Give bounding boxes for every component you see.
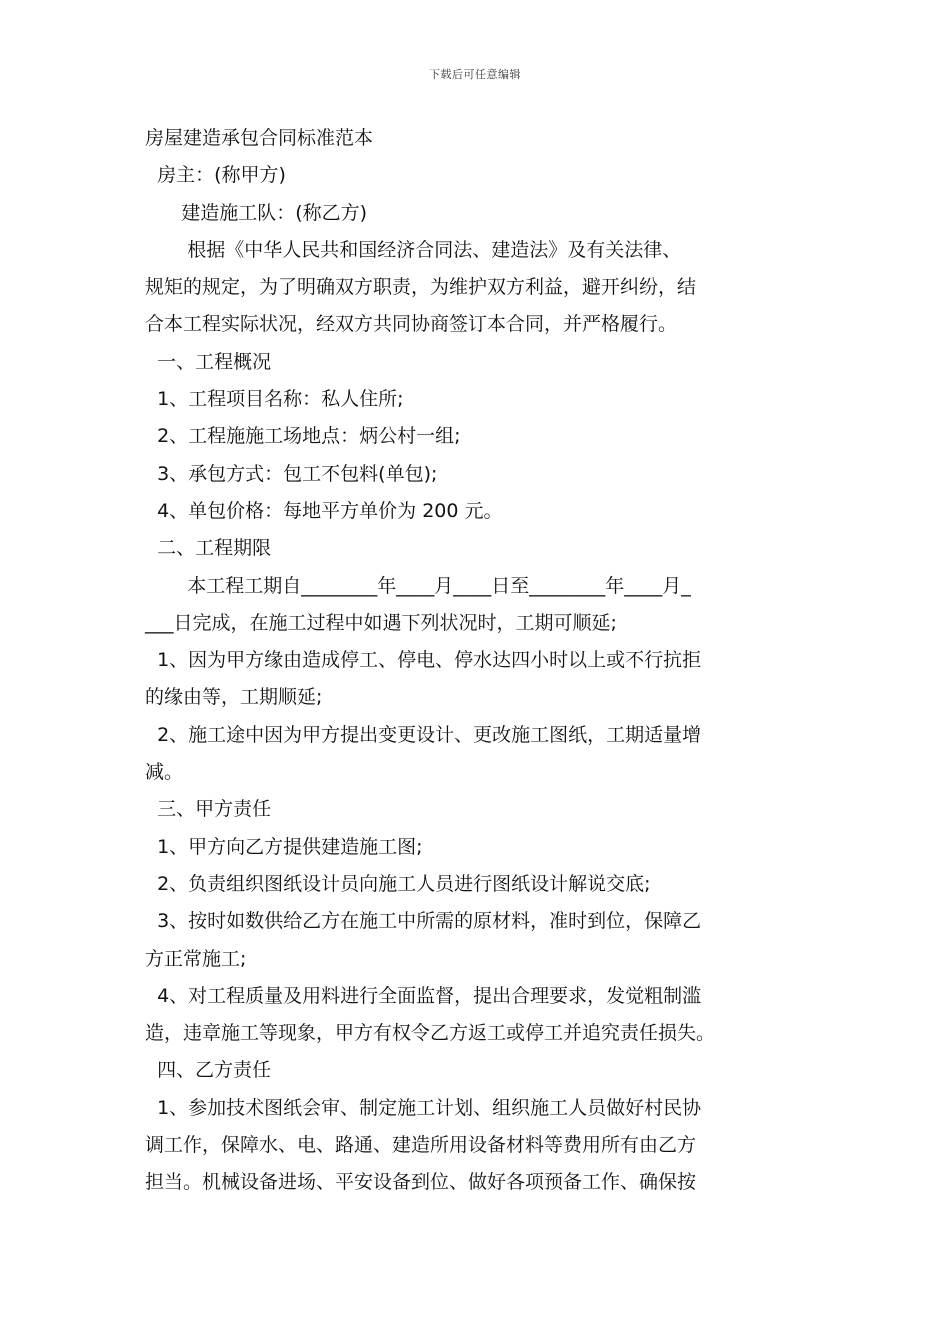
clause-line: 1、因为甲方缘由造成停工、停电、停水达四小时以上或不行抗拒 [145,649,702,672]
clause-line: 造，违章施工等现象，甲方有权令乙方返工或停工并追究责任损失。 [145,1022,716,1045]
clause-line: 2、工程施施工场地点：炳公村一组; [145,425,461,448]
clause-line: 方正常施工; [145,947,247,970]
document-body [145,120,815,1202]
preamble-line: 规矩的规定，为了明确双方职责，为维护双方利益，避开纠纷，结 [145,276,697,299]
clause-line: 2、负责组织图纸设计员向施工人员进行图纸设计解说交底; [145,872,651,895]
clause-line: 调工作，保障水、电、路通、建造所用设备材料等费用所有由乙方 [145,1134,697,1157]
clause-line: 减。 [145,761,184,784]
clause-line: ___日完成，在施工过程中如遇下列状况时，工期可顺延; [145,611,617,634]
clause-line: 3、按时如数供给乙方在施工中所需的原材料，准时到位，保障乙 [145,910,702,933]
clause-line: 担当。机械设备进场、平安设备到位、做好各项预备工作、确保按 [145,1171,697,1194]
clause-line: 1、参加技术图纸会审、制定施工计划、组织施工人员做好村民协 [145,1096,702,1119]
header-note: 下载后可任意编辑 [429,68,521,81]
clause-line: 3、承包方式：包工不包料(单包); [145,462,438,485]
party-b-line: 建造施工队：(称乙方) [145,201,368,224]
preamble-line: 合本工程实际状况，经双方共同协商签订本合同，并严格履行。 [145,313,678,336]
clause-line: 本工程工期自________年____月____日至________年____月_ [145,574,691,597]
clause-line: 4、单包价格：每地平方单价为 200 元。 [145,499,503,522]
clause-line: 4、对工程质量及用料进行全面监督，提出合理要求，发觉粗制滥 [145,984,702,1007]
section-heading: 二、工程期限 [145,537,272,560]
document-title: 房屋建造承包合同标准范本 [145,127,374,149]
clause-line: 的缘由等，工期顺延; [145,686,323,709]
clause-line: 1、工程项目名称：私人住所; [145,388,404,411]
clause-line: 1、甲方向乙方提供建造施工图; [145,835,423,858]
section-heading: 三、甲方责任 [145,798,272,821]
section-heading: 四、乙方责任 [145,1059,272,1082]
party-a-line: 房主：(称甲方) [145,164,286,187]
section-heading: 一、工程概况 [145,350,272,373]
clause-line: 2、施工途中因为甲方提出变更设计、更改施工图纸，工期适量增 [145,723,702,746]
preamble-line: 根据《中华人民共和国经济合同法、建造法》及有关法律、 [145,238,682,261]
